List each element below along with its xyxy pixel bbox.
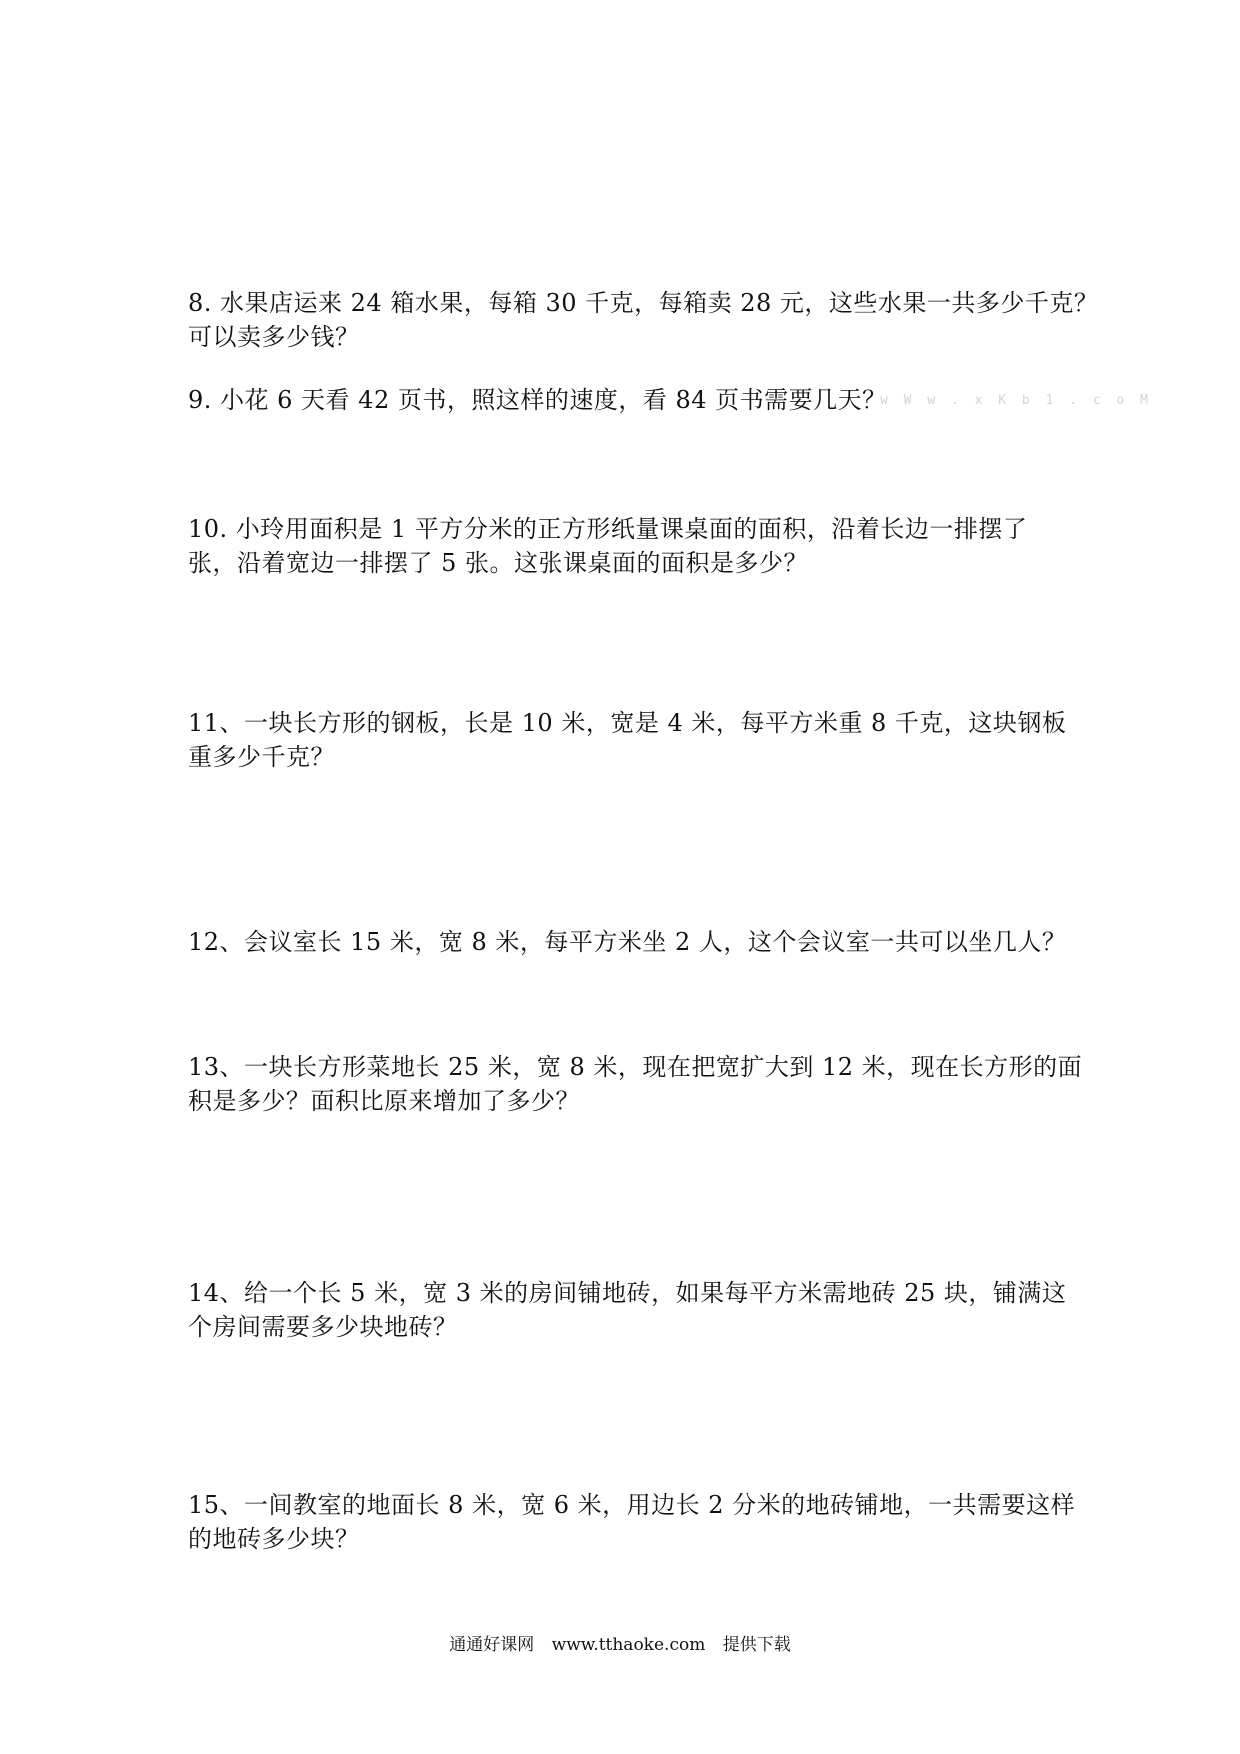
problem-line: 14、给一个长 5 米，宽 3 米的房间铺地砖，如果每平方米需地砖 25 块，铺满这 — [188, 1279, 1067, 1307]
footer-site-name: 通通好课网 — [449, 1635, 535, 1655]
watermark-text: w W w . x K b 1 . c o M — [880, 393, 1153, 408]
footer-suffix: 提供下载 — [722, 1635, 791, 1655]
problem-13 — [188, 1050, 1083, 1118]
problem-15 — [188, 1488, 1076, 1556]
problem-10 — [188, 512, 1068, 580]
problem-line: 张，沿着宽边一排摆了 5 张。这张课桌面的面积是多少？ — [188, 549, 809, 577]
page-footer — [0, 1630, 1240, 1655]
problem-line: 可以卖多少钱？ — [188, 323, 360, 351]
problem-line: 13、一块长方形菜地长 25 米，宽 8 米，现在把宽扩大到 12 米，现在长方形的面 — [188, 1053, 1083, 1081]
problem-line: 12、会议室长 15 米，宽 8 米，每平方米坐 2 人，这个会议室一共可以坐几人？ — [188, 928, 1067, 956]
problem-line: 11、一块长方形的钢板，长是 10 米，宽是 4 米，每平方米重 8 千克，这块钢板 — [188, 709, 1067, 737]
problem-line: 重多少千克？ — [188, 743, 335, 771]
problem-line: 9. 小花 6 天看 42 页书，照这样的速度，看 84 页书需要几天？ — [188, 386, 887, 414]
problem-line: 的地砖多少块？ — [188, 1525, 360, 1553]
problem-8 — [188, 286, 1099, 354]
footer-url: www.tthaoke.com — [551, 1635, 706, 1655]
problem-11 — [188, 706, 1068, 774]
problem-line: 积是多少？面积比原来增加了多少？ — [188, 1087, 580, 1115]
problem-line: 15、一间教室的地面长 8 米，宽 6 米，用边长 2 分米的地砖铺地，一共需要这样 — [188, 1491, 1076, 1519]
problem-line: 10. 小玲用面积是 1 平方分米的正方形纸量课桌面的面积，沿着长边一排摆了 — [188, 515, 1028, 543]
problem-line: 个房间需要多少块地砖？ — [188, 1313, 458, 1341]
problem-line: 8. 水果店运来 24 箱水果，每箱 30 千克，每箱卖 28 元，这些水果一共多少千克？ — [188, 289, 1099, 317]
problem-12 — [188, 925, 1068, 959]
problem-14 — [188, 1276, 1068, 1344]
